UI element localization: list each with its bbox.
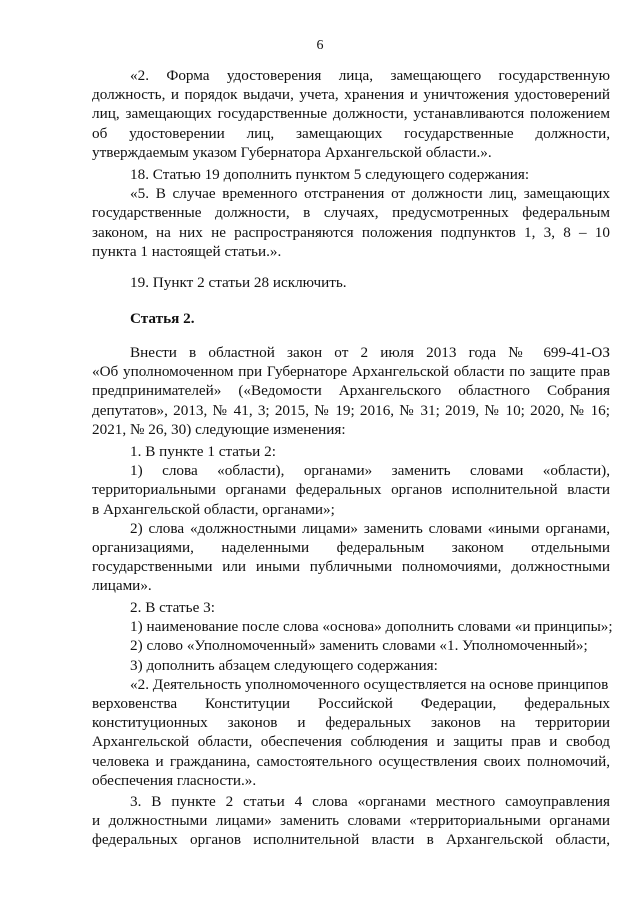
text-line: пункта 1 настоящей статьи.». [92,242,282,260]
text-line: 1) наименование после слова «основа» дополнить словами «и принципы»; [130,618,613,636]
text-line: предпринимателей» («Ведомости Архангельского областного Собрания [92,382,610,400]
text-line: «2. Форма удостоверения лица, замещающего государственную [130,67,610,84]
text-line: и должностными лицами» заменить словами «территориальными органами [92,812,610,830]
text-line: 1) слова «области), органами» заменить словами «области), [130,462,610,480]
text-block [92,309,610,328]
text-block [92,165,610,261]
text-line: депутатов», 2013, № 41, 3; 2015, № 19; 2016, № 31; 2019, № 10; 2020, № 16; [92,401,610,419]
text-line: территориальными органами федеральных органов исполнительной власти [92,481,610,499]
page-number: 6 [316,38,324,53]
text-line: лицами». [92,577,152,595]
text-line: 19. Пункт 2 статьи 28 исключить. [130,274,347,291]
text-line: 2. В статье 3: [130,599,215,616]
text-line: 3. В пункте 2 статьи 4 слова «органами местного самоуправления [130,793,610,810]
text-line: «2. Деятельность уполномоченного осуществляется на основе принципов [130,675,609,693]
text-line: лиц, замещающих государственные должности, устанавливаются положением [92,105,610,123]
text-line: «5. В случае временного отстранения от должности лиц, замещающих [130,185,610,203]
text-line: государственные должности, в случаях, предусмотренных федеральным [92,204,610,222]
text-line: в Архангельской области, органами»; [92,500,335,518]
text-line: должность, и порядок выдачи, учета, хранения и уничтожения удостоверений [92,86,610,104]
text-line: 1. В пункте 1 статьи 2: [130,443,276,460]
text-line: 2) слова «должностными лицами» заменить словами «иными органами, [130,519,610,537]
text-line: федеральных органов исполнительной власти в Архангельской области, [92,831,610,849]
text-line: утверждаемым указом Губернатора Архангельской области.». [92,143,492,161]
text-line: человека и гражданина, самостоятельного осуществления своих полномочий, [92,752,610,770]
text-line: 18. Статью 19 дополнить пунктом 5 следующего содержания: [130,166,530,183]
text-block [92,66,610,162]
text-line: 2) слово «Уполномоченный» заменить словами «1. Уполномоченный»; [130,637,588,655]
text-block [92,273,610,292]
text-block [92,442,610,596]
text-line: законом, на них не распространяются положения подпунктов 1, 3, 8 – 10 [92,223,610,241]
text-line: конституционных законов и федеральных законов на территории [92,714,610,732]
text-block [92,792,610,850]
text-line: об удостоверении лиц, замещающих государственные должности, [92,124,610,142]
text-line: 2021, № 26, 30) следующие изменения: [92,420,346,438]
text-line: верховенства Конституции Российской Федерации, федеральных [92,694,610,712]
text-block [92,598,613,790]
text-block [92,343,610,439]
text-line: «Об уполномоченном при Губернаторе Архангельской области по защите прав [92,363,610,381]
text-line: 3) дополнить абзацем следующего содержания: [130,656,438,674]
text-line: Архангельской области, обеспечения соблюдения и защиты прав и свобод [92,733,610,751]
text-line: организациями, наделенными федеральным законом отдельными [92,538,610,556]
text-line: обеспечения гласности.». [92,771,257,789]
text-line: Внести в областной закон от 2 июля 2013 года № 699-41-ОЗ [130,344,610,361]
article-heading: Статья 2. [130,310,195,327]
text-line: государственными или иными публичными полномочиями, должностными [92,558,610,576]
